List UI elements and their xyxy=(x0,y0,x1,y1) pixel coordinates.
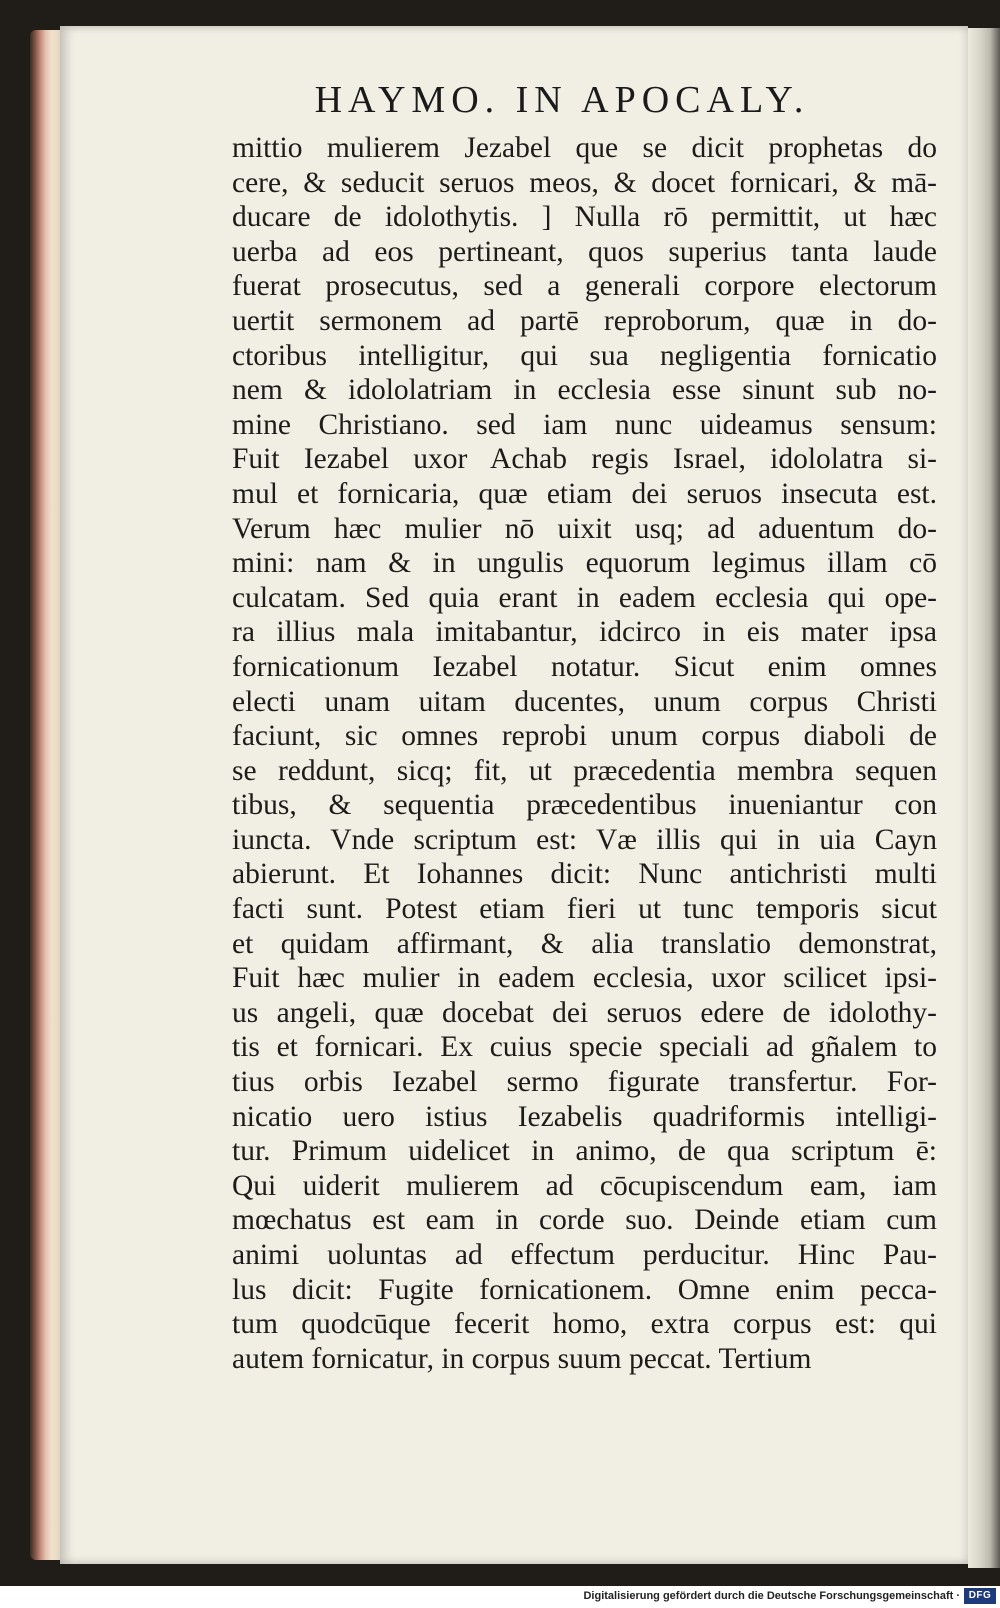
footer-credit: Digitalisierung gefördert durch die Deutsche Forschungsgemeinschaft · xyxy=(583,1590,960,1602)
text-line: faciunt, sic omnes reprobi unum corpus diaboli de xyxy=(232,720,937,753)
text-line: mini: nam & in ungulis equorum legimus illam cō xyxy=(232,547,937,580)
text-line: mittio mulierem Jezabel que se dicit prophetas do xyxy=(232,132,937,164)
text-line: se reddunt, sicq; fit, ut præcedentia membra sequen xyxy=(232,754,937,787)
text-line: nicatio uero istius Iezabelis quadriformis intelligi- xyxy=(232,1100,937,1133)
text-line: Verum hæc mulier nō uixit usq; ad aduentum do- xyxy=(232,512,937,545)
text-line: animi uoluntas ad effectum perducitur. Hinc Pau- xyxy=(232,1239,937,1271)
text-line: Qui uiderit mulierem ad cōcupiscendum eam, iam xyxy=(232,1169,937,1202)
text-line: tius orbis Iezabel sermo figurate transfertur. For- xyxy=(232,1066,937,1099)
body-text xyxy=(232,131,937,1376)
text-line: cere, & seducit seruos meos, & docet fornicari, & mā- xyxy=(232,166,937,199)
text-line: ra illius mala imitabantur, idcirco in eis mater ipsa xyxy=(232,616,937,649)
text-line: ctoribus intelligitur, qui sua negligentia fornicatio xyxy=(232,339,937,372)
running-head: HAYMO. IN APOCALY. xyxy=(314,79,810,121)
text-line: tum quodcūque fecerit homo, extra corpus est: qui xyxy=(232,1308,937,1341)
text-line: fuerat prosecutus, sed a generali corpore electorum xyxy=(232,270,937,303)
text-line: uertit sermonem ad partē reproborum, quæ in do- xyxy=(232,304,937,337)
text-line: Fuit hæc mulier in eadem ecclesia, uxor scilicet ipsi- xyxy=(232,962,937,995)
text-line: facti sunt. Potest etiam fieri ut tunc temporis sicut xyxy=(232,893,937,926)
text-line: mine Christiano. sed iam nunc uideamus sensum: xyxy=(232,408,937,441)
text-line: et quidam affirmant, & alia translatio demonstrat, xyxy=(232,927,937,960)
book-edge-right xyxy=(968,28,1000,1568)
text-line: autem fornicatur, in corpus suum peccat. Tertium xyxy=(232,1342,812,1375)
text-line: iuncta. Vnde scriptum est: Væ illis qui in uia Cayn xyxy=(232,823,937,856)
book-edge-left xyxy=(30,30,62,1560)
dfg-logo: DFG xyxy=(964,1588,996,1604)
text-line: ducare de idolothytis. ] Nulla rō permittit, ut hæc xyxy=(232,201,937,234)
text-line: us angeli, quæ docebat dei seruos edere de idolothy- xyxy=(232,996,937,1029)
text-line: tur. Primum uidelicet in animo, de qua scriptum ē: xyxy=(232,1135,937,1168)
text-line: uerba ad eos pertineant, quos superius tanta laude xyxy=(232,235,937,268)
text-line: electi unam uitam ducentes, unum corpus Christi xyxy=(232,685,937,718)
text-line: culcatam. Sed quia erant in eadem ecclesia qui ope- xyxy=(232,581,937,614)
text-line: tis et fornicari. Ex cuius specie speciali ad gñalem to xyxy=(232,1031,937,1064)
text-line: lus dicit: Fugite fornicationem. Omne enim pecca- xyxy=(232,1273,937,1306)
text-line: Fuit Iezabel uxor Achab regis Israel, idololatra si- xyxy=(232,443,937,476)
footer-bar xyxy=(0,1586,1000,1608)
text-line: fornicationum Iezabel notatur. Sicut enim omnes xyxy=(232,650,937,683)
text-line: mœchatus est eam in corde suo. Deinde etiam cum xyxy=(232,1204,937,1237)
text-line: tibus, & sequentia præcedentibus inueniantur con xyxy=(232,789,937,822)
text-line: abierunt. Et Iohannes dicit: Nunc antichristi multi xyxy=(232,858,937,891)
text-line: mul et fornicaria, quæ etiam dei seruos insecuta est. xyxy=(232,477,937,510)
text-line: nem & idololatriam in ecclesia esse sinunt sub no- xyxy=(232,374,937,407)
